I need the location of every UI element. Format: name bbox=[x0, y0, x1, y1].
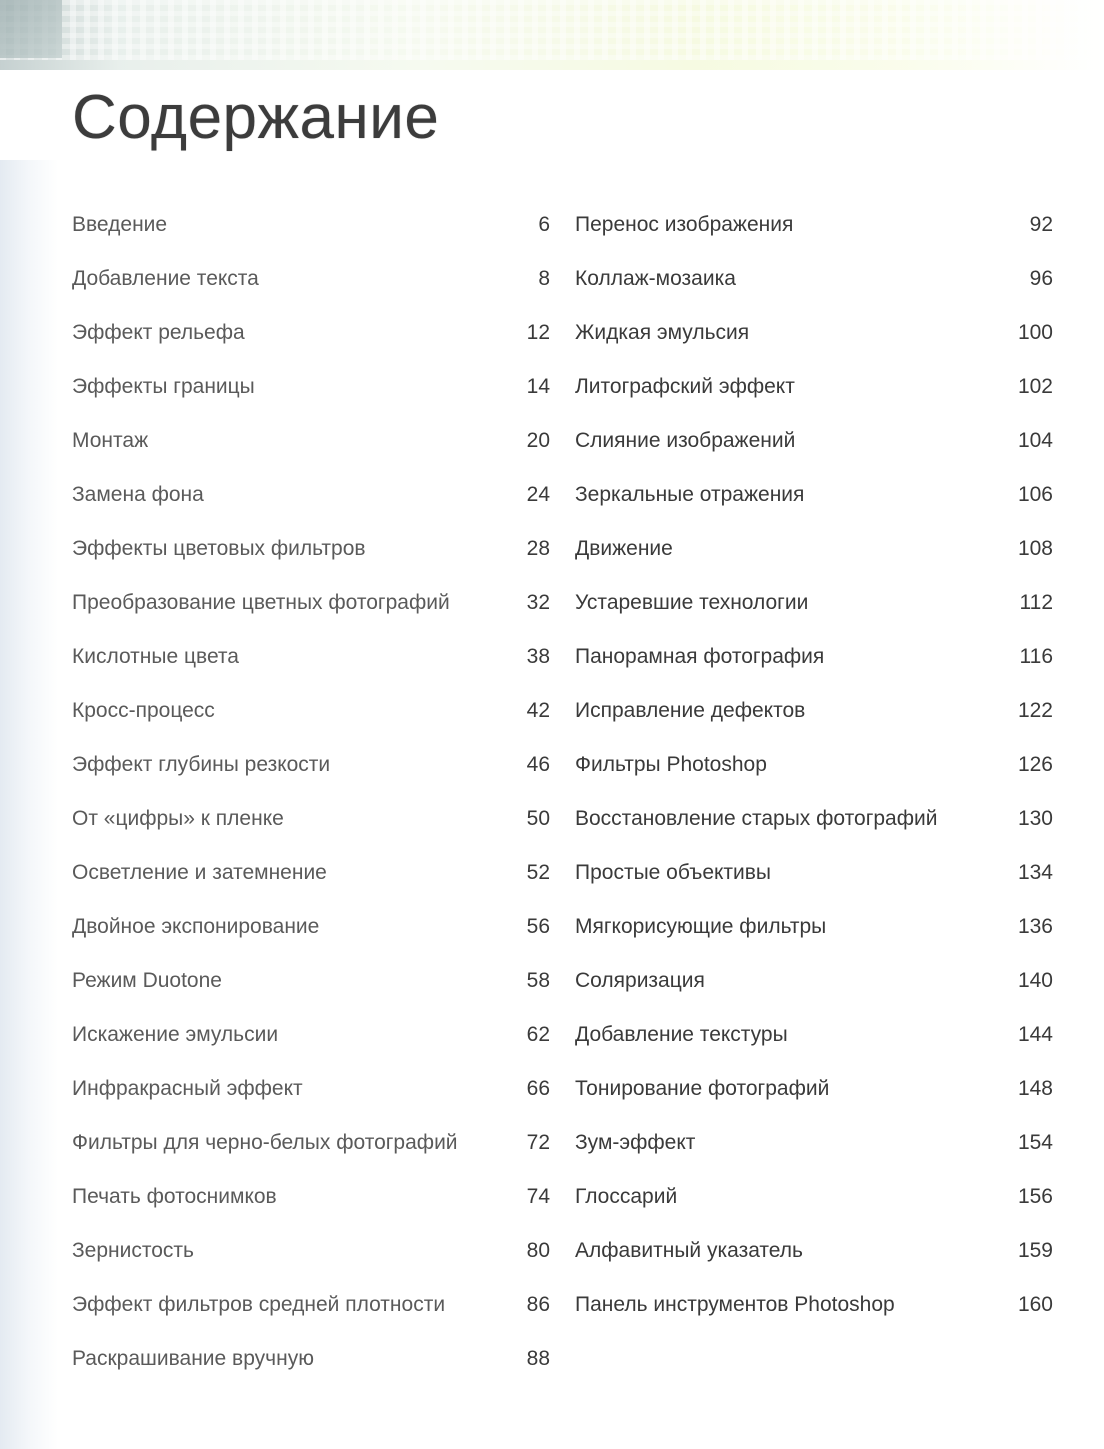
toc-entry-page-number: 38 bbox=[526, 645, 550, 668]
toc-entry-page-number: 12 bbox=[526, 321, 550, 344]
toc-entry-page-number: 92 bbox=[1029, 213, 1053, 236]
toc-entry-title: Эффект глубины резкости bbox=[72, 753, 331, 776]
toc-entry-title: Исправление дефектов bbox=[575, 699, 806, 722]
toc-entry-page-number: 62 bbox=[526, 1023, 550, 1046]
toc-entry-title: Слияние изображений bbox=[575, 429, 796, 452]
page-title: Содержание bbox=[72, 83, 440, 152]
toc-entry-title: Эффект рельефа bbox=[72, 321, 245, 344]
toc-entry-page-number: 58 bbox=[526, 969, 550, 992]
toc-entry-page-number: 14 bbox=[526, 375, 550, 398]
toc-entry-page-number: 28 bbox=[526, 537, 550, 560]
toc-entry-page-number: 160 bbox=[1017, 1293, 1053, 1316]
toc-entry-page-number: 140 bbox=[1017, 969, 1053, 992]
toc-entry-title: Глоссарий bbox=[575, 1185, 678, 1208]
toc-entry-title: Введение bbox=[72, 213, 168, 236]
toc-entry-page-number: 52 bbox=[526, 861, 550, 884]
toc-entry-title: Эффект фильтров средней плотности bbox=[72, 1293, 446, 1316]
toc-entry bbox=[72, 1008, 550, 1062]
toc-entry-page-number: 46 bbox=[526, 753, 550, 776]
toc-entry-page-number: 56 bbox=[526, 915, 550, 938]
toc-entry-title: Движение bbox=[575, 537, 673, 560]
toc-entry-title: Коллаж-мозаика bbox=[575, 267, 736, 290]
toc-entry-title: Кросс-процесс bbox=[72, 699, 215, 722]
toc-entry-page-number: 8 bbox=[538, 267, 550, 290]
toc-entry-page-number: 102 bbox=[1017, 375, 1053, 398]
toc-entry-page-number: 72 bbox=[526, 1131, 550, 1154]
toc-entry-title: Кислотные цвета bbox=[72, 645, 239, 668]
toc-entry-page-number: 148 bbox=[1017, 1077, 1053, 1100]
toc-entry-title: Раскрашивание вручную bbox=[72, 1347, 314, 1370]
toc-entry-title: Зеркальные отражения bbox=[575, 483, 805, 506]
toc-entry bbox=[72, 1224, 550, 1278]
toc-entry bbox=[575, 630, 1053, 684]
toc-entry bbox=[72, 954, 550, 1008]
toc-entry-title: Простые объективы bbox=[575, 861, 772, 884]
toc-entry-page-number: 108 bbox=[1017, 537, 1053, 560]
toc-entry-title: Режим Duotone bbox=[72, 969, 222, 992]
toc-entry-page-number: 86 bbox=[526, 1293, 550, 1316]
toc-entry-title: Осветление и затемнение bbox=[72, 861, 327, 884]
toc-entry-title: Панорамная фотография bbox=[575, 645, 825, 668]
toc-entry-title: Эффекты цветовых фильтров bbox=[72, 537, 366, 560]
toc-entry bbox=[575, 738, 1053, 792]
toc-left-column bbox=[72, 198, 550, 1386]
toc-entry-page-number: 6 bbox=[538, 213, 550, 236]
toc-entry-title: Соляризация bbox=[575, 969, 705, 992]
toc-entry-title: Инфракрасный эффект bbox=[72, 1077, 303, 1100]
toc-entry bbox=[575, 576, 1053, 630]
toc-entry-page-number: 106 bbox=[1017, 483, 1053, 506]
toc-entry bbox=[72, 198, 550, 252]
toc-entry bbox=[72, 522, 550, 576]
toc-entry bbox=[575, 1278, 1053, 1332]
toc-entry-page-number: 112 bbox=[1019, 591, 1053, 614]
toc-entry-title: Панель инструментов Photoshop bbox=[575, 1293, 895, 1316]
toc-entry bbox=[575, 1062, 1053, 1116]
toc-entry-page-number: 159 bbox=[1017, 1239, 1053, 1262]
toc-entry bbox=[575, 792, 1053, 846]
decorative-header-band bbox=[0, 0, 1104, 70]
toc-entry bbox=[72, 1170, 550, 1224]
toc-entry bbox=[575, 1116, 1053, 1170]
toc-entry-page-number: 42 bbox=[526, 699, 550, 722]
toc-entry bbox=[72, 414, 550, 468]
toc-entry-page-number: 80 bbox=[526, 1239, 550, 1262]
toc-entry-page-number: 134 bbox=[1017, 861, 1053, 884]
toc-entry bbox=[575, 1224, 1053, 1278]
toc-entry-title: Фильтры для черно-белых фотографий bbox=[72, 1131, 458, 1154]
toc-entry bbox=[72, 900, 550, 954]
toc-entry bbox=[72, 792, 550, 846]
toc-entry-page-number: 116 bbox=[1019, 645, 1053, 668]
toc-entry-title: Добавление текста bbox=[72, 267, 259, 290]
toc-entry bbox=[575, 252, 1053, 306]
toc-entry bbox=[72, 1278, 550, 1332]
toc-entry bbox=[72, 360, 550, 414]
toc-entry-title: Зум-эффект bbox=[575, 1131, 696, 1154]
toc-entry bbox=[575, 414, 1053, 468]
toc-entry bbox=[72, 846, 550, 900]
toc-entry bbox=[72, 306, 550, 360]
toc-entry-page-number: 104 bbox=[1017, 429, 1053, 452]
toc-entry-page-number: 130 bbox=[1017, 807, 1053, 830]
toc-entry-title: Тонирование фотографий bbox=[575, 1077, 830, 1100]
toc-entry bbox=[575, 306, 1053, 360]
toc-entry-page-number: 156 bbox=[1017, 1185, 1053, 1208]
toc-entry-page-number: 50 bbox=[526, 807, 550, 830]
toc-entry bbox=[575, 900, 1053, 954]
toc-entry-title: Перенос изображения bbox=[575, 213, 794, 236]
toc-entry-title: Алфавитный указатель bbox=[575, 1239, 803, 1262]
toc-entry-page-number: 88 bbox=[526, 1347, 550, 1370]
toc-entry-page-number: 144 bbox=[1017, 1023, 1053, 1046]
toc-entry-title: От «цифры» к пленке bbox=[72, 807, 284, 830]
toc-entry-page-number: 122 bbox=[1017, 699, 1053, 722]
toc-entry bbox=[72, 252, 550, 306]
decorative-corner-block bbox=[0, 0, 62, 58]
toc-entry-title: Преобразование цветных фотографий bbox=[72, 591, 450, 614]
toc-entry-page-number: 32 bbox=[526, 591, 550, 614]
toc-entry-page-number: 66 bbox=[526, 1077, 550, 1100]
toc-entry-title: Добавление текстуры bbox=[575, 1023, 788, 1046]
toc-entry bbox=[72, 684, 550, 738]
toc-entry-page-number: 126 bbox=[1017, 753, 1053, 776]
toc-entry-title: Монтаж bbox=[72, 429, 149, 452]
toc-entry-title: Печать фотоснимков bbox=[72, 1185, 277, 1208]
toc-entry-page-number: 154 bbox=[1017, 1131, 1053, 1154]
toc-entry bbox=[575, 468, 1053, 522]
toc-entry bbox=[72, 576, 550, 630]
toc-entry bbox=[72, 468, 550, 522]
toc-right-column bbox=[575, 198, 1053, 1332]
toc-entry bbox=[575, 954, 1053, 1008]
toc-entry bbox=[575, 1008, 1053, 1062]
toc-entry bbox=[575, 522, 1053, 576]
toc-entry-title: Устаревшие технологии bbox=[575, 591, 809, 614]
toc-entry bbox=[575, 1170, 1053, 1224]
toc-entry-title: Замена фона bbox=[72, 483, 204, 506]
toc-entry-title: Искажение эмульсии bbox=[72, 1023, 279, 1046]
toc-entry-title: Зернистость bbox=[72, 1239, 194, 1262]
toc-entry bbox=[575, 360, 1053, 414]
toc-entry bbox=[72, 1116, 550, 1170]
toc-entry bbox=[575, 684, 1053, 738]
toc-entry bbox=[575, 198, 1053, 252]
toc-entry bbox=[575, 846, 1053, 900]
toc-entry-title: Двойное экспонирование bbox=[72, 915, 320, 938]
page-edge-shadow bbox=[0, 160, 58, 1449]
toc-entry-title: Жидкая эмульсия bbox=[575, 321, 750, 344]
toc-entry-title: Литографский эффект bbox=[575, 375, 795, 398]
toc-entry-page-number: 96 bbox=[1029, 267, 1053, 290]
toc-entry-page-number: 100 bbox=[1017, 321, 1053, 344]
toc-entry-page-number: 20 bbox=[526, 429, 550, 452]
toc-entry-title: Восстановление старых фотографий bbox=[575, 807, 938, 830]
toc-entry-page-number: 136 bbox=[1017, 915, 1053, 938]
toc-entry-title: Эффекты границы bbox=[72, 375, 255, 398]
toc-entry bbox=[72, 738, 550, 792]
toc-entry-page-number: 24 bbox=[526, 483, 550, 506]
toc-entry bbox=[72, 630, 550, 684]
toc-entry-title: Мягкорисующие фильтры bbox=[575, 915, 827, 938]
toc-entry-title: Фильтры Photoshop bbox=[575, 753, 767, 776]
toc-entry bbox=[72, 1332, 550, 1386]
toc-entry-page-number: 74 bbox=[526, 1185, 550, 1208]
toc-entry bbox=[72, 1062, 550, 1116]
